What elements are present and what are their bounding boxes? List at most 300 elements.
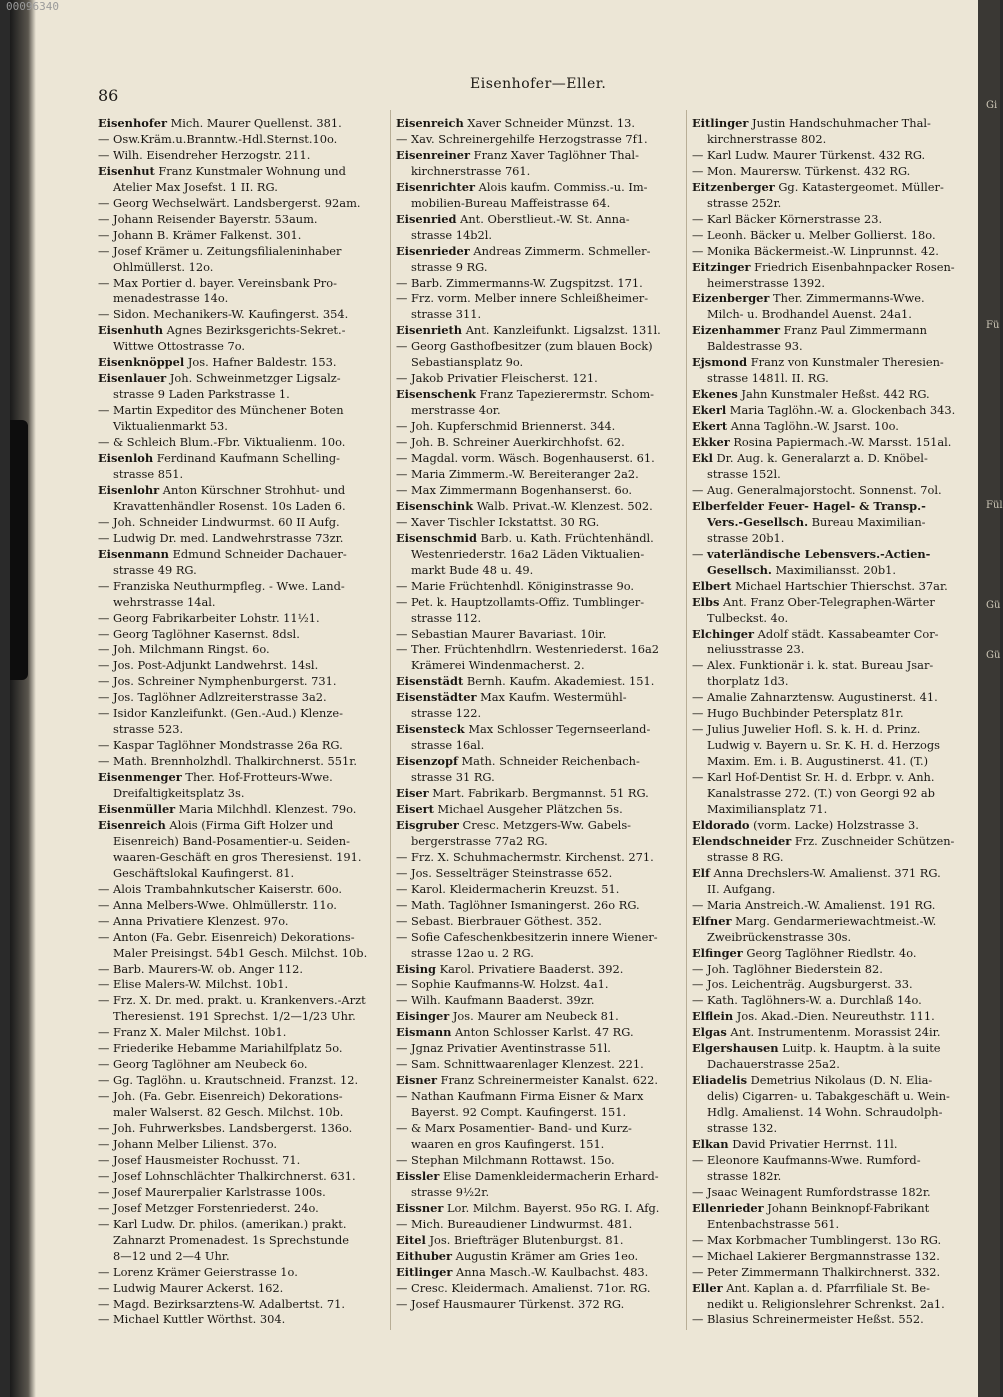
entry-text: strasse 31 RG. (411, 770, 495, 785)
directory-entry-line (692, 1312, 980, 1328)
surname: Eisensteck (396, 722, 465, 737)
directory-entry-line (692, 483, 980, 499)
surname: Eisinger (396, 1009, 450, 1024)
directory-entry-line (396, 164, 684, 180)
directory-entry-line (98, 132, 390, 148)
directory-entry-line (98, 148, 390, 164)
entry-text: Michael Ausgeher Plätzchen 5s. (433, 801, 623, 816)
company-name: vaterländische Lebensvers.-Actien- (707, 546, 931, 561)
directory-entry-line (396, 531, 684, 547)
entry-text: — Johann Melber Lilienst. 37o. (98, 1137, 278, 1151)
directory-entry-line (98, 627, 390, 643)
entry-text: — Martin Expeditor des Münchener Boten (98, 403, 344, 418)
directory-entry-line (396, 1153, 684, 1169)
entry-text: Edmund Schneider Dachauer- (168, 546, 347, 561)
entry-text: Geschäftslokal Kaufingerst. 81. (113, 865, 295, 880)
directory-entry-line (98, 499, 390, 515)
entry-text: strasse 49 RG. (113, 562, 197, 577)
directory-entry-line (692, 196, 980, 212)
entry-text: Mich. Maurer Quellenst. 381. (166, 116, 342, 130)
directory-entry-line (692, 818, 980, 834)
entry-text: Gg. Katastergeomet. Müller- (774, 179, 944, 194)
directory-entry-line (396, 962, 684, 978)
directory-entry-line (98, 1041, 390, 1057)
directory-entry-line (396, 196, 684, 212)
surname: Eisenzopf (396, 754, 458, 769)
directory-entry-line (98, 611, 390, 627)
entry-text: — Sofie Cafeschenkbesitzerin innere Wiener- (396, 929, 658, 944)
directory-entry-line (98, 834, 390, 850)
directory-entry-line (98, 307, 390, 323)
directory-entry-line (396, 276, 684, 292)
entry-text: — Johann B. Krämer Falkenst. 301. (98, 227, 302, 242)
directory-entry-line (98, 1089, 390, 1105)
entry-text: — Joh. Kupferschmid Briennerst. 344. (396, 419, 616, 434)
directory-entry-line (98, 1281, 390, 1297)
entry-text: — Math. Taglöhner Ismaningerst. 26o RG. (396, 897, 640, 912)
entry-text: II. Aufgang. (707, 881, 776, 896)
entry-text: — Jakob Privatier Fleischerst. 121. (396, 371, 598, 386)
entry-text: — Julius Juwelier Hofl. S. k. H. d. Prinz. (692, 722, 921, 737)
entry-text: — Kath. Taglöhners-W. a. Durchlaß 14o. (692, 993, 922, 1008)
directory-entry-line (396, 658, 684, 674)
entry-text: Marg. Gendarmeriewachtmeist.-W. (731, 913, 937, 928)
directory-entry-line (692, 977, 980, 993)
entry-text: — & Schleich Blum.-Fbr. Viktualienm. 10o. (98, 435, 346, 450)
directory-entry-line (692, 563, 980, 579)
directory-entry-line (98, 212, 390, 228)
directory-entry-line (98, 1297, 390, 1313)
directory-entry-line (692, 291, 980, 307)
directory-entry-line (692, 339, 980, 355)
directory-entry-line (396, 323, 684, 339)
entry-text: delis) Cigarren- u. Tabakgeschäft u. Wein- (707, 1089, 950, 1104)
directory-entry-line (692, 1057, 980, 1073)
entry-text: — Max Zimmermann Bogenhanserst. 6o. (396, 482, 633, 497)
entry-text: Luitp. k. Hauptm. à la suite (778, 1041, 941, 1056)
entry-text: Zweibrückenstrasse 30s. (707, 929, 852, 944)
entry-text: Dachauerstrasse 25a2. (707, 1057, 840, 1072)
entry-text: Jos. Maurer am Neubeck 81. (449, 1009, 619, 1024)
directory-entry-line (396, 770, 684, 786)
entry-text: Cresc. Metzgers-Ww. Gabels- (458, 817, 632, 832)
column-3 (692, 116, 980, 1328)
entry-text: — Blasius Schreinermeister Heßst. 552. (692, 1312, 924, 1327)
entry-text: Wittwe Ottostrasse 7o. (113, 339, 246, 354)
directory-entry-line (396, 818, 684, 834)
entry-text: strasse 9½2r. (411, 1184, 490, 1199)
directory-entry-line (396, 674, 684, 690)
directory-entry-line (396, 1249, 684, 1265)
directory-entry-line (98, 371, 390, 387)
directory-entry-line (98, 977, 390, 993)
directory-entry-line (692, 690, 980, 706)
directory-entry-line (692, 499, 980, 515)
entry-text: — Alex. Funktionär i. k. stat. Bureau Jsar- (692, 658, 934, 673)
entry-text: David Privatier Herrnst. 11l. (728, 1137, 898, 1151)
surname: Eisenreich (98, 817, 166, 832)
entry-text: (vorm. Lacke) Holzstrasse 3. (749, 817, 919, 832)
directory-entry-line (98, 770, 390, 786)
entry-text: — Leonh. Bäcker u. Melber Gollierst. 18o. (692, 227, 936, 242)
directory-entry-line (396, 738, 684, 754)
entry-text: — Wilh. Kaufmann Baaderst. 39zr. (396, 993, 595, 1008)
surname: Eisenloh (98, 451, 154, 466)
directory-entry-line (396, 1025, 684, 1041)
entry-text: — Frz. vorm. Melber innere Schleißheimer- (396, 291, 649, 306)
directory-entry-line (692, 1217, 980, 1233)
entry-text: kirchnerstrasse 761. (411, 163, 531, 178)
entry-text: — Sebast. Bierbrauer Göthest. 352. (396, 913, 602, 928)
surname: Eisenrichter (396, 179, 476, 194)
entry-text: Karol. Privatiere Baaderst. 392. (436, 961, 624, 976)
entry-text: Johann Beinknopf-Fabrikant (763, 1200, 930, 1215)
entry-text: Ant. Oberstlieut.-W. St. Anna- (456, 211, 630, 226)
surname: Elgas (692, 1025, 727, 1040)
scan-id: 00096340 (6, 0, 59, 13)
directory-entry-line (98, 1249, 390, 1265)
directory-entry-line (692, 164, 980, 180)
entry-text: — Peter Zimmermann Thalkirchnerst. 332. (692, 1264, 941, 1279)
directory-entry-line (692, 786, 980, 802)
entry-text: Westenriederstr. 16a2 Läden Viktualien- (411, 546, 645, 561)
directory-entry-line (98, 802, 390, 818)
surname: Eizenberger (692, 291, 770, 306)
directory-entry-line (396, 914, 684, 930)
directory-entry-line (98, 339, 390, 355)
entry-text: Atelier Max Josefst. 1 II. RG. (113, 179, 278, 194)
entry-text: Zahnarzt Promenadest. 1s Sprechstunde (113, 1232, 349, 1247)
entry-text: — Ludwig Dr. med. Landwehrstrasse 73zr. (98, 530, 344, 545)
surname: Gesellsch. (707, 562, 772, 577)
surname: Eisenmann (98, 546, 169, 561)
directory-entry-line (396, 1297, 684, 1313)
entry-text: Frz. Zuschneider Schützen- (791, 833, 955, 848)
directory-entry-line (692, 882, 980, 898)
entry-text: — Josef Lohnschlächter Thalkirchnerst. 631. (98, 1168, 356, 1183)
entry-text: Anna Masch.-W. Kaulbachst. 483. (452, 1264, 649, 1279)
surname: Elbs (692, 594, 720, 609)
entry-text: — Karl Hof-Dentist Sr. H. d. Erbpr. v. Anh. (692, 770, 935, 785)
entry-text: Barb. u. Kath. Früchtenhändl. (476, 530, 654, 545)
directory-entry-line (692, 1073, 980, 1089)
next-page-edge (978, 0, 1000, 1397)
entry-text: — Frz. X. Schuhmachermstr. Kirchenst. 271. (396, 849, 654, 864)
entry-text: Kravattenhändler Rosenst. 10s Laden 6. (113, 498, 346, 513)
surname: Eisenstädter (396, 690, 477, 705)
directory-entry-line (692, 212, 980, 228)
entry-text: Mart. Fabrikarb. Bergmannst. 51 RG. (428, 786, 649, 801)
directory-entry-line (692, 531, 980, 547)
entry-text: Georg Taglöhner Riedlstr. 4o. (742, 945, 917, 960)
surname: Elflein (692, 1009, 734, 1024)
entry-text: bergerstrasse 77a2 RG. (411, 833, 548, 848)
surname: Ekerl (692, 403, 727, 418)
directory-entry-line (98, 387, 390, 403)
directory-entry-line (98, 706, 390, 722)
entry-text: mobilien-Bureau Maffeistrasse 64. (411, 195, 611, 210)
directory-entry-line (98, 451, 390, 467)
surname: Eisner (396, 1073, 437, 1088)
entry-text: — Josef Metzger Forstenriederst. 24o. (98, 1200, 319, 1215)
directory-entry-line (98, 1025, 390, 1041)
directory-entry-line (396, 722, 684, 738)
entry-text: — Sophie Kaufmanns-W. Holzst. 4a1. (396, 977, 609, 992)
directory-entry-line (396, 930, 684, 946)
directory-entry-line (98, 1312, 390, 1328)
directory-entry-line (692, 323, 980, 339)
directory-entry-line (98, 116, 390, 132)
entry-text: strasse 14b2l. (411, 227, 493, 242)
surname: Eitlinger (692, 116, 749, 130)
entry-text: — Georg Fabrikarbeiter Lohstr. 11½1. (98, 610, 320, 625)
edge-fragment: Gü (986, 600, 1001, 611)
entry-text: Bureau Maximilian- (808, 514, 926, 529)
page-tab (10, 420, 28, 680)
directory-entry-line (692, 930, 980, 946)
directory-entry-line (396, 627, 684, 643)
entry-text: — Joh. (Fa. Gebr. Eisenreich) Dekorations- (98, 1089, 343, 1104)
directory-entry-line (692, 834, 980, 850)
surname: Eliadelis (692, 1073, 747, 1088)
entry-text: Milch- u. Brodhandel Auenst. 24a1. (707, 307, 912, 322)
directory-entry-line (396, 212, 684, 228)
directory-entry-line (98, 1169, 390, 1185)
entry-text: strasse 112. (411, 610, 482, 625)
entry-text: — Jos. Sesselträger Steinstrasse 652. (396, 865, 613, 880)
directory-entry-line (396, 307, 684, 323)
entry-text: — Anna Privatiere Klenzest. 97o. (98, 913, 289, 928)
directory-entry-line (692, 738, 980, 754)
directory-entry-line (98, 595, 390, 611)
entry-text: strasse 132. (707, 1121, 778, 1136)
directory-entry-line (692, 898, 980, 914)
surname: Eisenhofer (98, 116, 167, 130)
directory-entry-line (98, 674, 390, 690)
directory-entry-line (98, 1185, 390, 1201)
directory-entry-line (692, 595, 980, 611)
entry-text: Entenbachstrasse 561. (707, 1216, 840, 1231)
entry-text: Bayerst. 92 Compt. Kaufingerst. 151. (411, 1105, 627, 1120)
entry-text: — (692, 546, 708, 561)
surname: Eisenlauer (98, 371, 167, 386)
directory-entry-line (692, 1137, 980, 1153)
directory-entry-line (98, 914, 390, 930)
directory-entry-line (692, 1121, 980, 1137)
directory-entry-line (692, 914, 980, 930)
directory-entry-line (98, 228, 390, 244)
directory-entry-line (692, 547, 980, 563)
entry-text: Franz Xaver Taglöhner Thal- (470, 147, 639, 162)
directory-entry-line (692, 850, 980, 866)
entry-text: Franz Schreinermeister Kanalst. 622. (436, 1073, 659, 1088)
directory-entry-line (692, 148, 980, 164)
directory-entry-line (692, 946, 980, 962)
directory-entry-line (396, 180, 684, 196)
surname: Eisenmüller (98, 801, 176, 816)
directory-entry-line (692, 244, 980, 260)
directory-entry-line (396, 611, 684, 627)
directory-entry-line (692, 993, 980, 1009)
directory-entry-line (98, 531, 390, 547)
entry-text: Kanalstrasse 272. (T.) von Georgi 92 ab (707, 786, 935, 801)
surname: Eiser (396, 786, 429, 801)
directory-entry-line (98, 435, 390, 451)
entry-text: — Xaver Tischler Ickstattst. 30 RG. (396, 514, 600, 529)
entry-text: Andreas Zimmerm. Schmeller- (469, 243, 651, 258)
entry-text: — Karl Ludw. Dr. philos. (amerikan.) prakt. (98, 1216, 347, 1231)
directory-entry-line (98, 1217, 390, 1233)
surname: Eitel (396, 1232, 426, 1247)
surname: Eisenhuth (98, 323, 164, 338)
directory-entry-line (98, 483, 390, 499)
directory-entry-line (98, 690, 390, 706)
directory-entry-line (692, 611, 980, 627)
column-divider (686, 110, 687, 1330)
directory-entry-line (692, 467, 980, 483)
entry-text: Demetrius Nikolaus (D. N. Elia- (747, 1073, 933, 1088)
directory-entry-line (98, 1137, 390, 1153)
entry-text: Bernh. Kaufm. Akademiest. 151. (463, 674, 655, 689)
directory-entry-line (396, 132, 684, 148)
directory-entry-line (396, 419, 684, 435)
surname: Eisenreiner (396, 147, 471, 162)
entry-text: — Nathan Kaufmann Firma Eisner & Marx (396, 1089, 644, 1104)
directory-entry-line (396, 355, 684, 371)
directory-entry-line (396, 1217, 684, 1233)
entry-text: — Joh. Milchmann Ringst. 6o. (98, 642, 270, 657)
entry-text: Baldestrasse 93. (707, 339, 803, 354)
surname: Eisenried (396, 211, 457, 226)
directory-entry-line (396, 291, 684, 307)
entry-text: Math. Schneider Reichenbach- (457, 754, 640, 769)
surname: Elbert (692, 578, 732, 593)
entry-text: Alois (Firma Gift Holzer und (165, 817, 334, 832)
entry-text: Jos. Akad.-Dien. Neureuthstr. 111. (733, 1009, 935, 1024)
entry-text: — Jsaac Weinagent Rumfordstrasse 182r. (692, 1184, 931, 1199)
directory-entry-line (98, 1201, 390, 1217)
directory-entry-line (396, 116, 684, 132)
entry-text: menadestrasse 14o. (113, 291, 229, 306)
directory-entry-line (692, 658, 980, 674)
surname: Eissner (396, 1200, 444, 1215)
directory-entry-line (692, 1281, 980, 1297)
surname: Eizenhammer (692, 323, 781, 338)
entry-text: kirchnerstrasse 802. (707, 131, 827, 146)
entry-text: strasse 1481l. II. RG. (707, 371, 829, 386)
surname: Eisenschink (396, 498, 474, 513)
directory-entry-line (396, 1041, 684, 1057)
entry-text: — Eleonore Kaufmanns-Wwe. Rumford- (692, 1152, 921, 1167)
entry-text: strasse 851. (113, 466, 184, 481)
directory-entry-line (396, 866, 684, 882)
directory-entry-line (692, 1105, 980, 1121)
entry-text: Theresienst. 191 Sprechst. 1/2—1/23 Uhr. (113, 1009, 356, 1024)
entry-text: Maximiliansplatz 71. (707, 801, 828, 816)
directory-entry-line (396, 467, 684, 483)
entry-text: strasse 311. (411, 307, 482, 322)
directory-entry-line (396, 754, 684, 770)
entry-text: — Johann Reisender Bayerstr. 53aum. (98, 211, 318, 226)
surname: Ellenrieder (692, 1200, 764, 1215)
entry-text: strasse 12ao u. 2 RG. (411, 945, 534, 960)
entry-text: Ludwig v. Bayern u. Sr. K. H. d. Herzogs (707, 738, 940, 753)
entry-text: — Maria Anstreich.-W. Amalienst. 191 RG. (692, 897, 936, 912)
surname: Elf (692, 865, 710, 880)
page-number: 86 (98, 86, 119, 105)
entry-text: — Jos. Schreiner Nymphenburgerst. 731. (98, 674, 337, 689)
directory-entry-line (98, 850, 390, 866)
directory-entry-line (692, 1169, 980, 1185)
directory-entry-line (692, 307, 980, 323)
entry-text: Xaver Schneider Münzst. 13. (463, 116, 635, 130)
entry-text: nedikt u. Religionslehrer Schrenkst. 2a1. (707, 1296, 945, 1311)
directory-entry-line (98, 1233, 390, 1249)
surname: Elfner (692, 913, 732, 928)
entry-text: — Lorenz Krämer Geierstrasse 1o. (98, 1264, 298, 1279)
directory-entry-line (98, 962, 390, 978)
entry-text: heimerstrasse 1392. (707, 275, 826, 290)
surname: Eisenmenger (98, 770, 182, 785)
surname: Eising (396, 961, 436, 976)
entry-text: strasse 8 RG. (707, 849, 784, 864)
directory-entry-line (98, 276, 390, 292)
entry-text: strasse 252r. (707, 195, 782, 210)
entry-text: waaren en gros Kaufingerst. 151. (411, 1137, 605, 1151)
directory-entry-line (692, 706, 980, 722)
entry-text: — Michael Lakierer Bergmannstrasse 132. (692, 1248, 940, 1263)
entry-text: — Pet. k. Hauptzollamts-Offiz. Tumblinger- (396, 594, 645, 609)
surname: Eithuber (396, 1248, 453, 1263)
directory-entry-line (396, 371, 684, 387)
entry-text: 8—12 und 2—4 Uhr. (113, 1248, 230, 1263)
directory-entry-line (98, 260, 390, 276)
directory-entry-line (98, 547, 390, 563)
entry-text: Tulbeckst. 4o. (707, 610, 789, 625)
entry-text: — Cresc. Kleidermach. Amalienst. 71or. RG. (396, 1280, 651, 1295)
entry-text: — Marie Früchtenhdl. Königinstrasse 9o. (396, 578, 635, 593)
entry-text: — Georg Gasthofbesitzer (zum blauen Bock) (396, 339, 653, 354)
directory-entry-line (396, 595, 684, 611)
directory-entry-line (98, 818, 390, 834)
entry-text: — Sidon. Mechanikers-W. Kaufingerst. 354. (98, 307, 349, 322)
entry-text: — Franz X. Maler Milchst. 10b1. (98, 1025, 287, 1040)
directory-entry-line (98, 467, 390, 483)
entry-text: Walb. Privat.-W. Klenzest. 502. (473, 498, 653, 513)
entry-text: — Isidor Kanzleifunkt. (Gen.-Aud.) Klenze- (98, 706, 343, 721)
directory-entry-line (396, 547, 684, 563)
entry-text: merstrasse 4or. (411, 403, 501, 418)
directory-entry-line (98, 419, 390, 435)
entry-text: — Georg Taglöhner Kasernst. 8dsl. (98, 626, 300, 641)
directory-entry-line (692, 371, 980, 387)
directory-entry-line (396, 977, 684, 993)
entry-text: Joh. Schweinmetzger Ligsalz- (166, 371, 341, 386)
entry-text: Adolf städt. Kassabeamter Cor- (754, 626, 939, 641)
directory-entry-line (98, 1073, 390, 1089)
entry-text: Hdlg. Amalienst. 14 Wohn. Schraudolph- (707, 1105, 943, 1120)
directory-entry-line (692, 1185, 980, 1201)
directory-entry-line (396, 706, 684, 722)
surname: Eisenreich (396, 116, 464, 130)
entry-text: Ther. Zimmermanns-Wwe. (769, 291, 925, 306)
entry-text: Rosina Papiermach.-W. Marsst. 151al. (729, 435, 952, 450)
directory-entry-line (692, 1201, 980, 1217)
entry-text: Dr. Aug. k. Generalarzt a. D. Knöbel- (712, 451, 928, 466)
directory-entry-line (396, 403, 684, 419)
directory-entry-line (396, 850, 684, 866)
edge-fragment: Gi (986, 100, 998, 111)
